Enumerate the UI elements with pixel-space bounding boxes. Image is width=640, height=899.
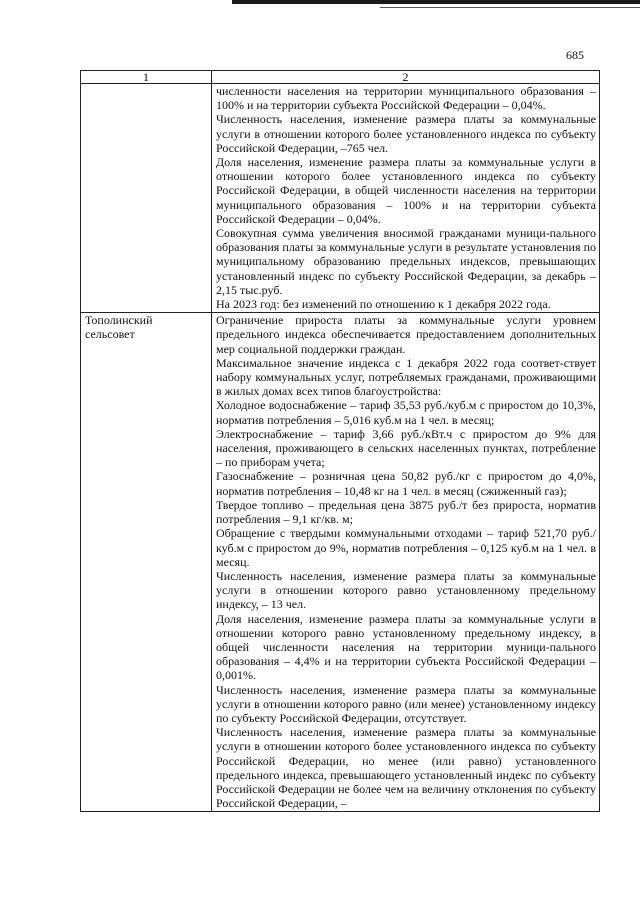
table-row (81, 313, 600, 812)
paragraph: Электроснабжение – тариф 3,66 руб./кВт.ч с приростом до 9% для населения, проживающего в сельских населенных пунктах, потребление – по приборам учета; (216, 426, 596, 470)
page-number: 685 (566, 48, 584, 62)
paragraph: Численность населения, изменение размера платы за коммунальные услуги в отношении которого равно установленному предельному индексу, – 13 чел. (216, 568, 596, 612)
paragraph: Ограничение прироста платы за коммунальные услуги уровнем предельного индекса обеспечивается предоставлением дополнительных мер социальной поддержки граждан. (216, 313, 596, 356)
document-table (80, 70, 600, 812)
paragraph: Численность населения, изменение размера платы за коммунальные услуги в отношении которого более установленного индекса по субъекту Российской Федерации, –765 чел. (216, 112, 596, 155)
table-row (81, 84, 600, 313)
paragraph: Максимальное значение индекса с 1 декабря 2022 года соответ-ствует набору коммунальных услуг, потребляемых гражданами, проживающими в жилых домах всех типов благоустройства: (216, 355, 596, 399)
paragraph: Твердое топливо – предельная цена 3875 руб./т без прироста, норматив потребления – 9,1 кг/кв. м; (216, 497, 596, 527)
paragraph: Совокупная сумма увеличения вносимой гражданами муници-пального образования платы за коммунальные услуги в результате установления по муниципальному образованию предельных индексов, превышающих установленный индекс по субъекту Российской Федерации, за декабрь – 2,15 тыс.руб. (216, 226, 596, 297)
paragraph: Обращение с твердыми коммунальными отходами – тариф 521,70 руб./куб.м с приростом до 9%, норматив потребления – 0,125 куб.м на 1 чел. в месяц. (216, 526, 596, 569)
top-border-line (232, 0, 640, 4)
column-header-2: 2 (212, 71, 600, 84)
row-2-municipality-cell (81, 313, 212, 812)
paragraph: численности населения на территории муниципального образования – 100% и на территории субъекта Российской Федерации – 0,04%. (216, 84, 596, 113)
paragraph: Газоснабжение – розничная цена 50,82 руб./кг с приростом до 4,0%, норматив потребления – 10,48 кг на 1 чел. в месяц (сжиженный газ); (216, 469, 596, 498)
municipality-name-line-2: сельсовет (85, 327, 135, 342)
row-1-description-cell (212, 84, 600, 313)
top-border-thin-line (380, 7, 640, 8)
table-header-row (81, 71, 600, 84)
row-1-municipality-cell (81, 84, 212, 313)
row-2-description-cell (212, 313, 600, 812)
municipality-name-line-1: Тополинский (85, 313, 153, 328)
column-header-1: 1 (81, 71, 212, 84)
paragraph: Доля населения, изменение размера платы за коммунальные услуги в отношении которого более установленного индекса по субъекту Российской Федерации, в общей численности населения на территории муниципального образования – 100% и на территории субъекта Российской Федерации – 0,04%. (216, 155, 596, 226)
paragraph: На 2023 год: без изменений по отношению к 1 декабря 2022 года. (216, 297, 551, 312)
paragraph: Численность населения, изменение размера платы за коммунальные услуги в отношении которого равно (или менее) установленному индексу по субъекту Российской Федерации, отсутствует. (216, 682, 596, 725)
paragraph: Численность населения, изменение размера платы за коммунальные услуги в отношении которого более установленного индекса по субъекту Российской Федерации, но менее (или равно) установленного предельного индекса, превышающего установленный индекс по субъекту Российской Федерации не более чем на величину отклонения по субъекту Российской Федерации, – (216, 725, 596, 811)
paragraph: Холодное водоснабжение – тариф 35,53 руб./куб.м с приростом до 10,3%, норматив потребления – 5,016 куб.м на 1 чел. в месяц; (216, 398, 596, 427)
paragraph: Доля населения, изменение размера платы за коммунальные услуги в отношении которого равно установленному предельному индексу, в общей численности населения на территории муници-пального образования – 4,4% и на территории субъекта Российской Федерации – 0,001%. (216, 611, 596, 683)
